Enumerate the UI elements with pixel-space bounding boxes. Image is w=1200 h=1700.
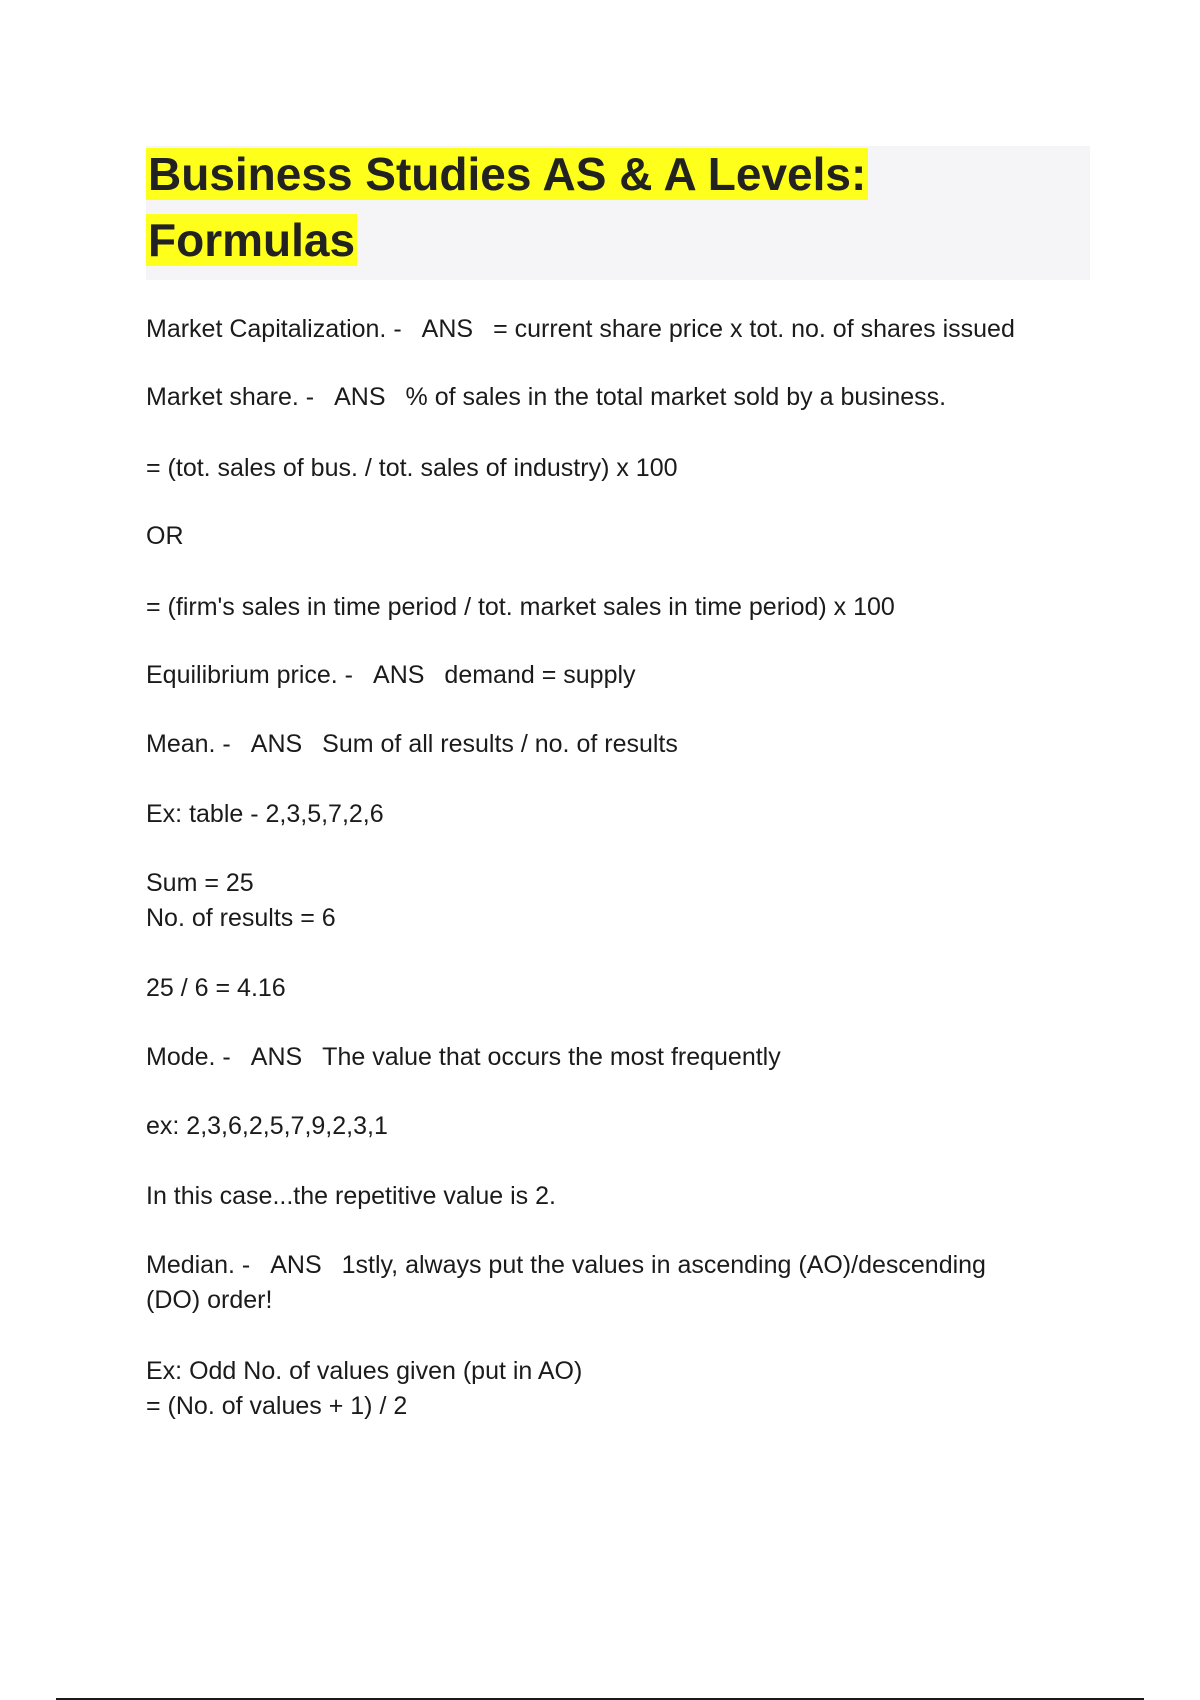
definition: % of sales in the total market sold by a business.: [405, 383, 947, 411]
term: Median. -: [146, 1251, 251, 1279]
term: Mean. -: [146, 730, 231, 758]
mean-sum: Sum = 25: [146, 869, 254, 897]
definition: 1stly, always put the values in ascending (AO)/descending: [341, 1251, 986, 1279]
median-definition-continued: (DO) order!: [146, 1286, 273, 1314]
ans-label: ANS: [421, 315, 474, 343]
mean-count: No. of results = 6: [146, 904, 336, 932]
entry-equilibrium-price: [146, 658, 636, 692]
entry-mode: [146, 1040, 781, 1074]
title-line-2: [146, 212, 357, 268]
ans-label: ANS: [373, 661, 425, 689]
ans-label: ANS: [250, 730, 303, 758]
entry-median: [146, 1248, 986, 1282]
title-block: [146, 146, 1090, 280]
definition: demand = supply: [444, 661, 636, 689]
term: Equilibrium price. -: [146, 661, 354, 689]
definition: The value that occurs the most frequently: [322, 1043, 781, 1071]
term: Market share. -: [146, 383, 315, 411]
entry-market-share: [146, 380, 946, 414]
definition: = current share price x tot. no. of shares issued: [493, 315, 1015, 343]
title-highlight-1: Business Studies AS & A Levels:: [148, 148, 867, 200]
or-separator: OR: [146, 522, 184, 550]
mean-result: 25 / 6 = 4.16: [146, 974, 286, 1002]
median-example: Ex: Odd No. of values given (put in AO): [146, 1357, 583, 1385]
entry-market-capitalization: [146, 312, 1015, 346]
median-formula: = (No. of values + 1) / 2: [146, 1392, 408, 1420]
ans-label: ANS: [250, 1043, 303, 1071]
title-highlight-2: Formulas: [148, 214, 356, 266]
market-share-formula-1: = (tot. sales of bus. / tot. sales of industry) x 100: [146, 454, 678, 482]
ans-label: ANS: [334, 383, 386, 411]
term: Mode. -: [146, 1043, 231, 1071]
term: Market Capitalization. -: [146, 315, 402, 343]
market-share-formula-2: = (firm's sales in time period / tot. market sales in time period) x 100: [146, 593, 895, 621]
entry-mean: [146, 727, 678, 761]
mode-example: ex: 2,3,6,2,5,7,9,2,3,1: [146, 1112, 388, 1140]
ans-label: ANS: [270, 1251, 322, 1279]
mode-result: In this case...the repetitive value is 2.: [146, 1182, 556, 1210]
definition: Sum of all results / no. of results: [322, 730, 678, 758]
title-line-1: [146, 146, 868, 202]
mean-example: Ex: table - 2,3,5,7,2,6: [146, 800, 384, 828]
